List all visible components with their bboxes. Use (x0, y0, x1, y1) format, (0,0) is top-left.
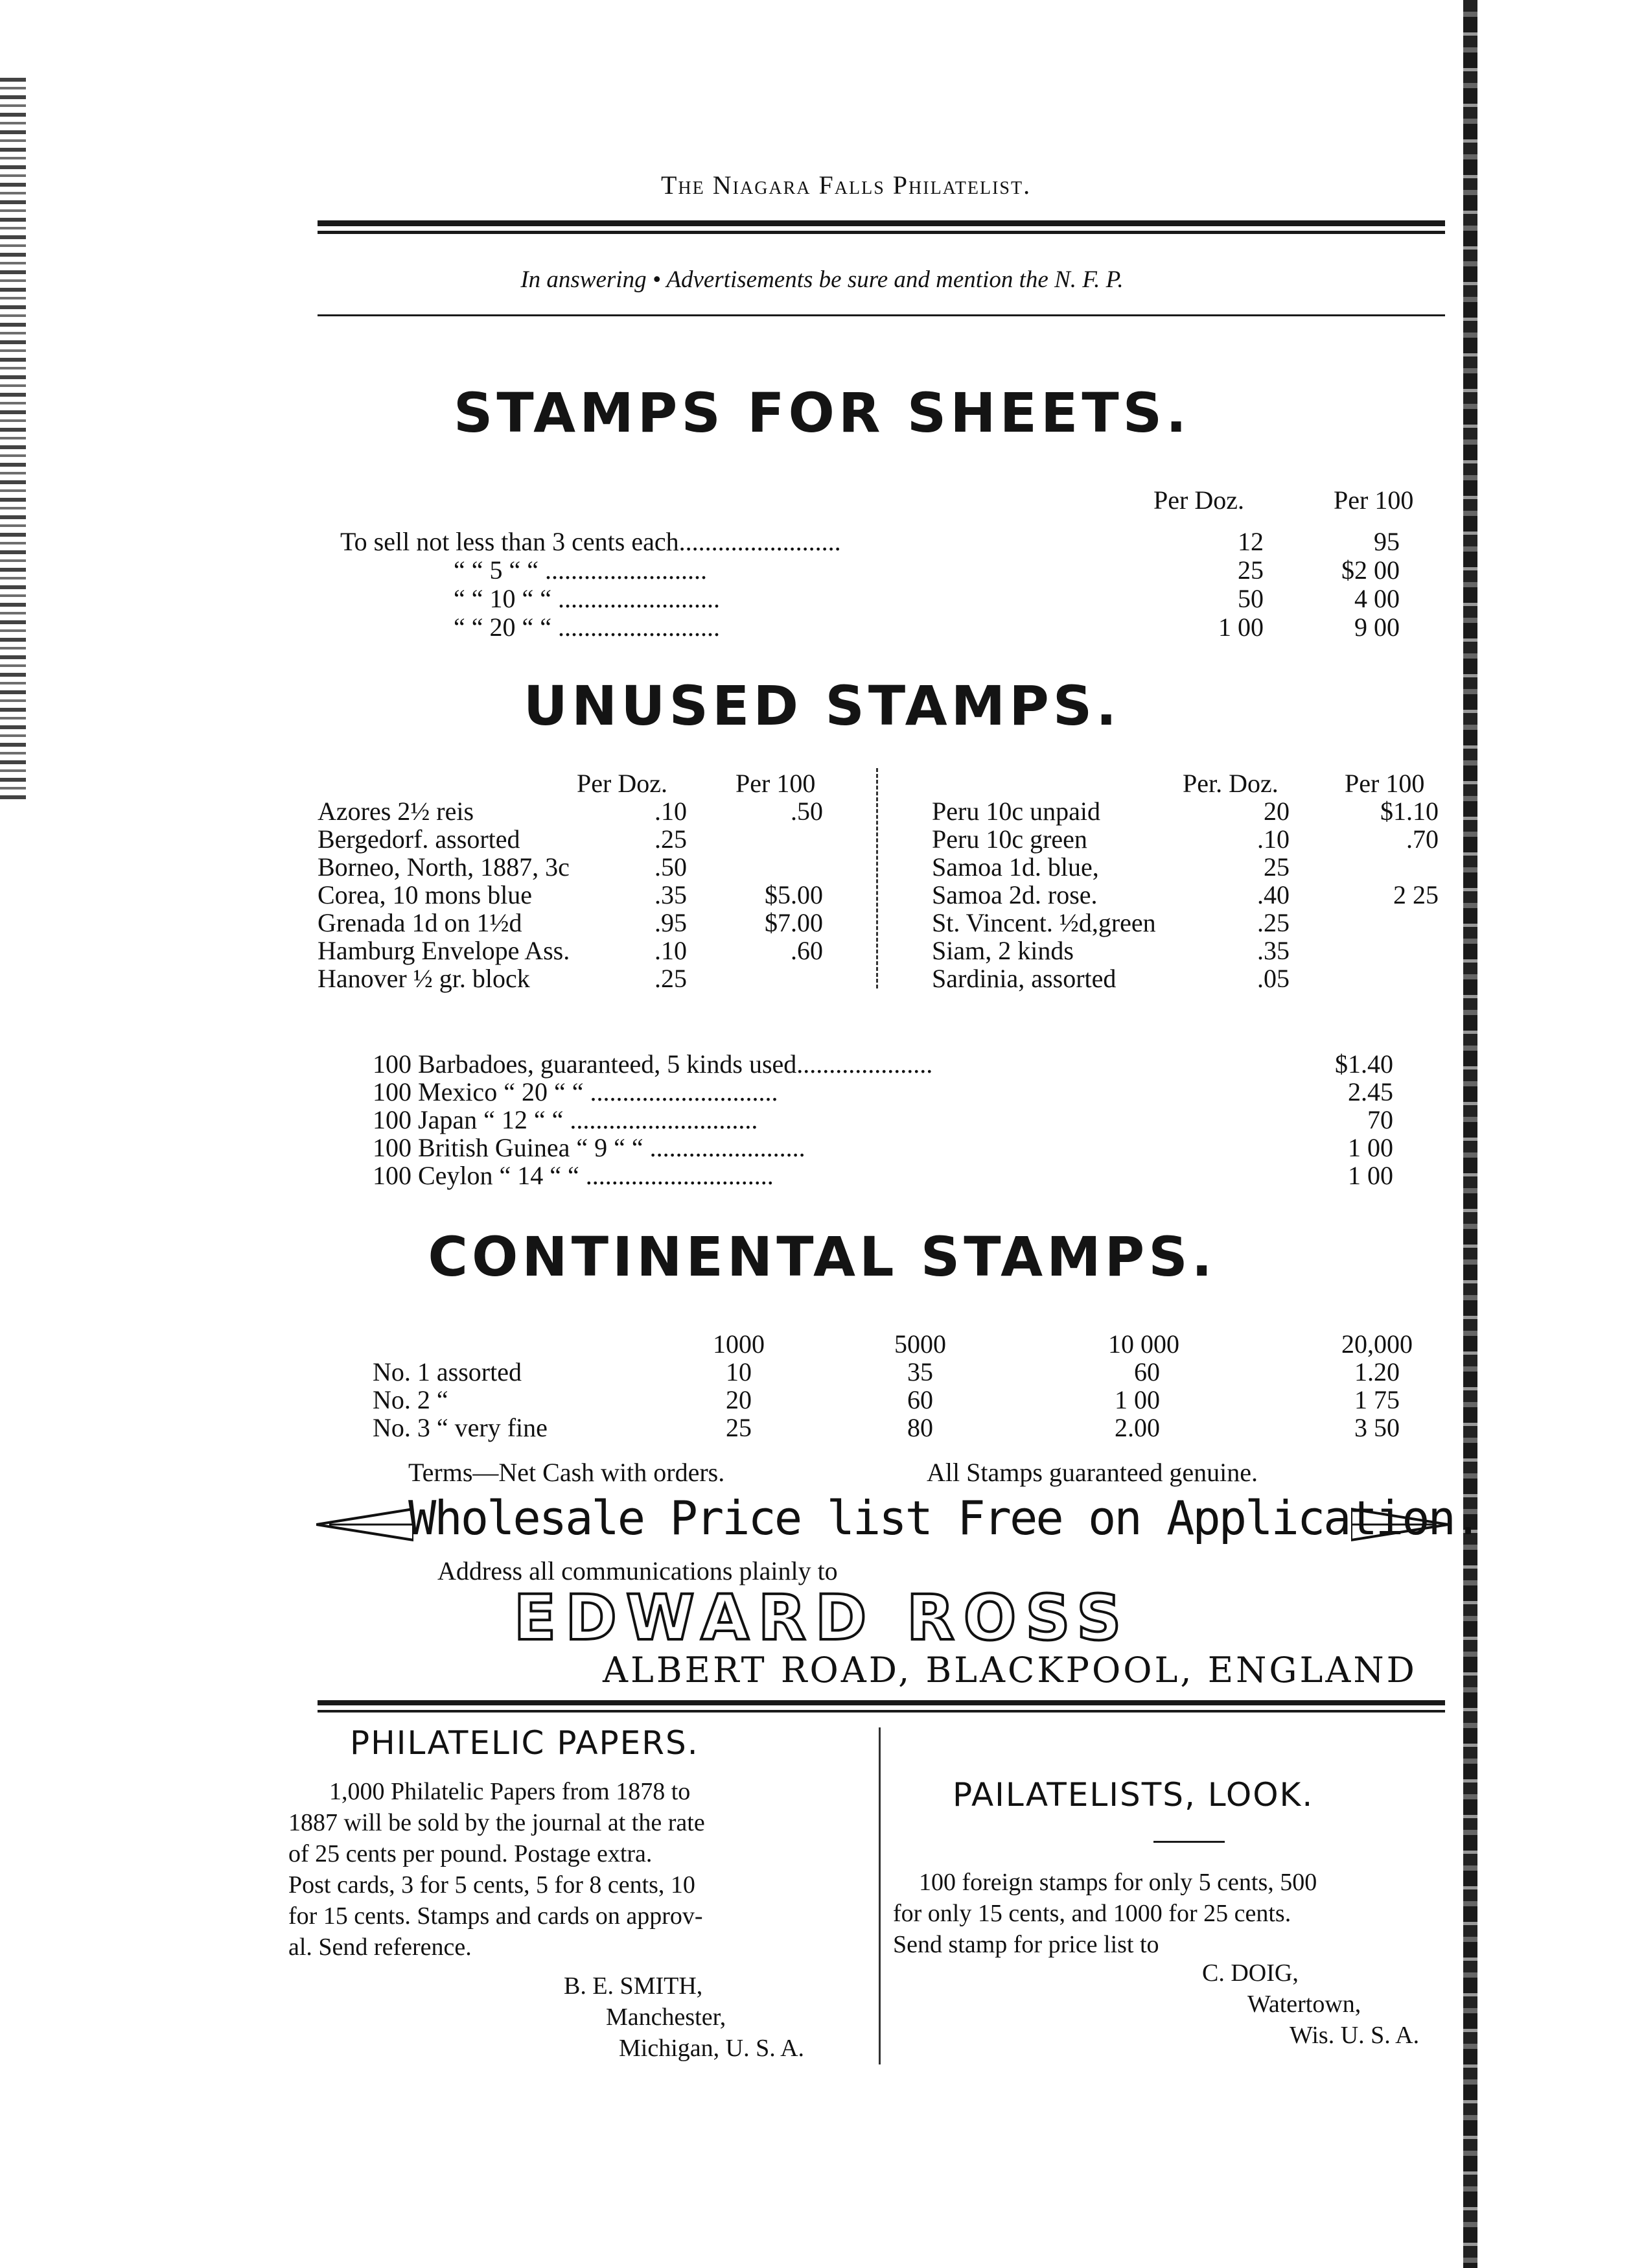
continental-cell: 2.00 (1115, 1413, 1160, 1442)
sheets-row-label: To sell not less than 3 cents each......................... (340, 527, 841, 556)
used-lot-label: 100 British Guinea “ 9 “ “ ........................ (373, 1133, 805, 1162)
philatelic-papers-title: PHILATELIC PAPERS. (350, 1724, 699, 1762)
continental-cell: 20 (726, 1385, 752, 1414)
philatelic-papers-line: 1887 will be sold by the journal at the rate (288, 1809, 705, 1836)
unused-right-row-per-doz: 20 (1264, 797, 1290, 826)
arrow-right-ornament (1351, 1505, 1448, 1544)
sheets-row-per-doz: 12 (1238, 527, 1264, 556)
header-rule-bottom (318, 231, 1445, 234)
section-title-unused-stamps: UNUSED STAMPS. (523, 674, 1121, 738)
unused-left-row-per-100: .60 (791, 936, 823, 965)
section-rule-top (318, 1700, 1445, 1705)
continental-col-header: 10 000 (1108, 1329, 1179, 1359)
unused-left-row-per-100: $5.00 (765, 880, 823, 909)
column-divider (876, 768, 878, 988)
unused-right-row-per-doz: .40 (1257, 880, 1290, 909)
continental-row-label: No. 3 “ very fine (373, 1413, 548, 1442)
sheets-row-per-100: 4 00 (1354, 584, 1400, 613)
used-lot-price: 1 00 (1348, 1133, 1393, 1162)
continental-cell: 60 (1134, 1357, 1160, 1386)
continental-col-header: 1000 (713, 1329, 765, 1359)
unused-left-row-per-doz: .10 (654, 797, 687, 826)
philatelic-papers-line: for 15 cents. Stamps and cards on approv- (288, 1902, 703, 1930)
philatelists-look-title: PAILATELISTS, LOOK. (953, 1776, 1314, 1814)
page-edge-shadow (1463, 0, 1477, 2268)
sheets-row-per-100: 95 (1374, 527, 1400, 556)
unused-right-row-per-doz: .05 (1257, 964, 1290, 993)
used-lot-label: 100 Japan “ 12 “ “ ............................. (373, 1105, 758, 1134)
philatelists-look-line: for only 15 cents, and 1000 for 25 cents. (893, 1900, 1291, 1927)
continental-row-label: No. 1 assorted (373, 1357, 522, 1386)
sheets-row-per-100: 9 00 (1354, 613, 1400, 642)
sheets-row-per-doz: 1 00 (1218, 613, 1264, 642)
continental-cell: 1 75 (1354, 1385, 1400, 1414)
unused-right-row-name: Peru 10c green (932, 824, 1087, 854)
unused-left-row-per-doz: .35 (654, 880, 687, 909)
unused-left-row-per-doz: .25 (654, 824, 687, 854)
unused-right-row-name: Peru 10c unpaid (932, 797, 1100, 826)
used-lot-label: 100 Barbadoes, guaranteed, 5 kinds used..................... (373, 1049, 933, 1079)
unused-right-row-per-100: .70 (1406, 824, 1439, 854)
arrow-left-ornament (316, 1505, 413, 1544)
advertiser-address: ALBERT ROAD, BLACKPOOL, ENGLAND (603, 1650, 1417, 1690)
bottom-column-divider (879, 1727, 881, 2064)
philatelic-papers-line: of 25 cents per pound. Postage extra. (288, 1840, 653, 1867)
used-lot-price: 2.45 (1348, 1077, 1393, 1106)
unused-left-row-name: Hanover ½ gr. block (318, 964, 530, 993)
notice-rule (318, 314, 1445, 316)
unused-right-row-name: Sardinia, assorted (932, 964, 1117, 993)
section-rule-bottom (318, 1710, 1445, 1713)
continental-cell: 80 (907, 1413, 933, 1442)
unused-right-row-name: St. Vincent. ½d,green (932, 908, 1156, 937)
used-lot-price: 70 (1367, 1105, 1393, 1134)
philatelists-look-line: 100 foreign stamps for only 5 cents, 500 (919, 1869, 1317, 1896)
unused-right-row-name: Samoa 2d. rose. (932, 880, 1098, 909)
continental-cell: 10 (726, 1357, 752, 1386)
short-divider (1153, 1841, 1225, 1843)
continental-cell: 25 (726, 1413, 752, 1442)
header-rule-top (318, 220, 1445, 226)
philatelic-papers-line: al. Send reference. (288, 1934, 472, 1961)
continental-col-header: 5000 (894, 1329, 946, 1359)
unused-left-row-per-100: $7.00 (765, 908, 823, 937)
guarantee-text: All Stamps guaranteed genuine. (927, 1458, 1258, 1487)
sheets-col-per-doz: Per Doz. (1153, 485, 1244, 515)
unused-left-row-per-doz: .25 (654, 964, 687, 993)
journal-title: The Niagara Falls Philatelist. (661, 170, 1032, 200)
wholesale-banner: Wholesale Price list Free on Application. (408, 1491, 1481, 1545)
sheets-row-per-doz: 25 (1238, 555, 1264, 585)
unused-right-col-per-100: Per 100 (1345, 769, 1425, 798)
used-lot-price: $1.40 (1335, 1049, 1393, 1079)
philatelic-papers-signature: Michigan, U. S. A. (619, 2035, 805, 2062)
unused-left-row-name: Hamburg Envelope Ass. (318, 936, 570, 965)
continental-cell: 60 (907, 1385, 933, 1414)
unused-left-row-name: Grenada 1d on 1½d (318, 908, 522, 937)
continental-cell: 1 00 (1115, 1385, 1160, 1414)
continental-cell: 35 (907, 1357, 933, 1386)
philatelic-papers-signature: Manchester, (606, 2004, 726, 2031)
continental-cell: 1.20 (1354, 1357, 1400, 1386)
unused-left-row-per-doz: .50 (654, 852, 687, 882)
unused-right-row-per-100: $1.10 (1380, 797, 1439, 826)
unused-right-row-per-doz: .35 (1257, 936, 1290, 965)
sheets-row-label: “ “ 20 “ “ ......................... (454, 613, 721, 642)
unused-left-row-per-doz: .10 (654, 936, 687, 965)
unused-left-row-name: Azores 2½ reis (318, 797, 474, 826)
used-lot-label: 100 Mexico “ 20 “ “ ............................. (373, 1077, 778, 1106)
unused-left-row-name: Borneo, North, 1887, 3c (318, 852, 570, 882)
sheets-col-per-100: Per 100 (1334, 485, 1414, 515)
advertiser-name: EDWARD ROSS (513, 1582, 1131, 1654)
philatelic-papers-signature: B. E. SMITH, (564, 1972, 703, 2000)
used-lot-price: 1 00 (1348, 1161, 1393, 1190)
philatelists-look-line: Send stamp for price list to (893, 1931, 1159, 1958)
philatelists-look-signature: C. DOIG, (1202, 1959, 1299, 1987)
address-instruction: Address all communications plainly to (437, 1556, 838, 1585)
unused-left-row-name: Corea, 10 mons blue (318, 880, 533, 909)
continental-cell: 3 50 (1354, 1413, 1400, 1442)
unused-left-row-per-100: .50 (791, 797, 823, 826)
continental-row-label: No. 2 “ (373, 1385, 448, 1414)
unused-right-row-name: Samoa 1d. blue, (932, 852, 1099, 882)
used-lot-label: 100 Ceylon “ 14 “ “ ............................. (373, 1161, 774, 1190)
advertisement-notice: In answering • Advertisements be sure and mention the N. F. P. (520, 266, 1124, 293)
unused-left-col-per-100: Per 100 (735, 769, 816, 798)
unused-right-row-per-100: 2 25 (1393, 880, 1439, 909)
section-title-stamps-for-sheets: STAMPS FOR SHEETS. (453, 381, 1191, 445)
philatelic-papers-line: 1,000 Philatelic Papers from 1878 to (329, 1778, 691, 1805)
sheets-row-label: “ “ 5 “ “ ......................... (454, 555, 708, 585)
philatelists-look-signature: Wis. U. S. A. (1290, 2022, 1420, 2049)
unused-right-row-per-doz: 25 (1264, 852, 1290, 882)
philatelic-papers-line: Post cards, 3 for 5 cents, 5 for 8 cents, 10 (288, 1871, 695, 1899)
unused-right-row-per-doz: .25 (1257, 908, 1290, 937)
unused-left-row-name: Bergedorf. assorted (318, 824, 520, 854)
philatelists-look-signature: Watertown, (1247, 1991, 1361, 2018)
unused-left-row-per-doz: .95 (654, 908, 687, 937)
terms-text: Terms—Net Cash with orders. (408, 1458, 725, 1487)
unused-left-col-per-doz: Per Doz. (577, 769, 667, 798)
section-title-continental-stamps: CONTINENTAL STAMPS. (428, 1225, 1216, 1289)
unused-right-col-per-doz: Per. Doz. (1183, 769, 1279, 798)
unused-right-row-per-doz: .10 (1257, 824, 1290, 854)
sheets-row-per-100: $2 00 (1341, 555, 1400, 585)
continental-col-header: 20,000 (1341, 1329, 1413, 1359)
sheets-row-label: “ “ 10 “ “ ......................... (454, 584, 721, 613)
unused-right-row-name: Siam, 2 kinds (932, 936, 1074, 965)
sheets-row-per-doz: 50 (1238, 584, 1264, 613)
